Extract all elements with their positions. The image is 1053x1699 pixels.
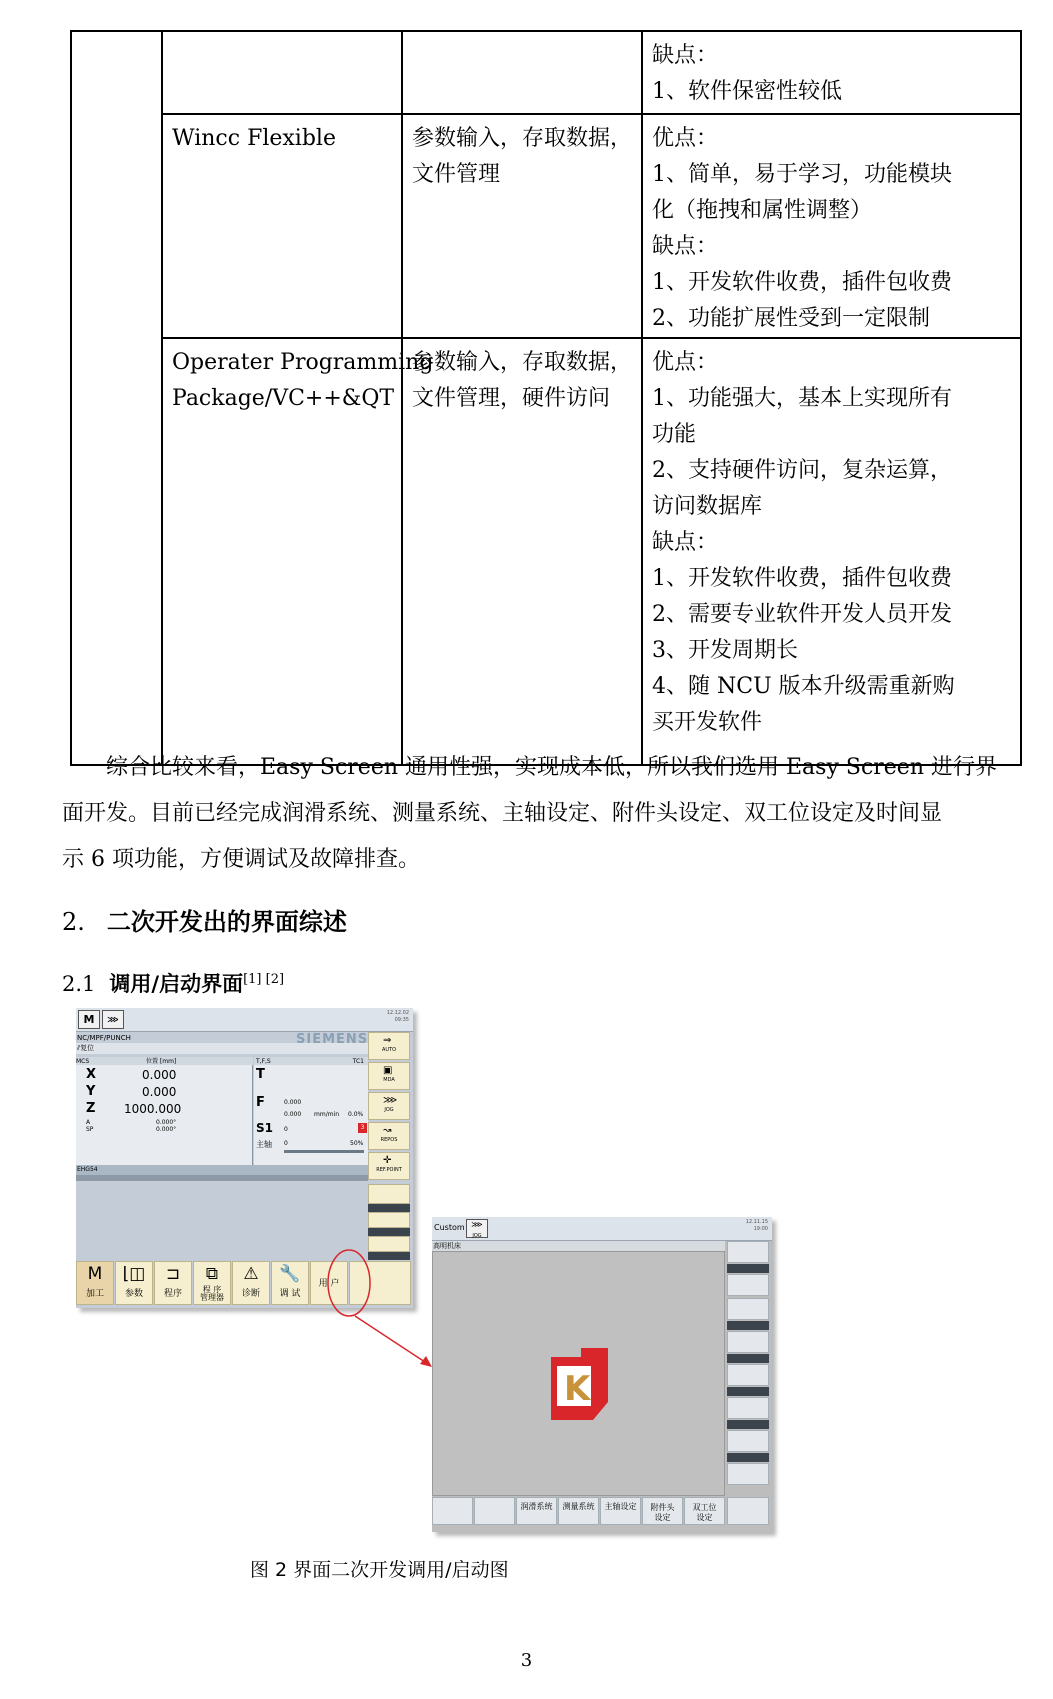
axis-a-label: A [86,1119,91,1126]
cell-text: 文件管理 [412,162,501,187]
softkey-diagnosis[interactable] [232,1261,270,1305]
table-cell-tool [162,31,402,114]
cell-text: 1、功能强大，基本上实现所有 [652,386,952,411]
section-number: 2. [62,908,85,936]
mda-icon: ▣ [383,1065,393,1076]
custom-time: 19:00 [753,1226,768,1232]
custom-softkey[interactable] [727,1463,769,1485]
cell-text: 优点： [652,126,719,151]
program-manager-icon: ⧉ [205,1264,219,1284]
cell-text: 访问数据库 [652,494,763,519]
cell-text: 2、需要专业软件开发人员开发 [652,602,952,627]
hmi-status-bar: EHG54 [76,1165,368,1175]
softkey-machining[interactable] [76,1261,114,1305]
softkey-label: 诊断 [241,1289,260,1299]
cell-text: 3、开发周期长 [652,638,798,663]
hmi-top-bar [76,1008,413,1032]
custom-bottom-softkey-blank[interactable] [727,1497,769,1525]
body-paragraph [62,745,1020,883]
softkey-spindle-setting[interactable]: 主轴设定 [600,1497,641,1525]
page-number: 3 [520,1650,533,1671]
table-row [71,338,1021,765]
softkey-mda[interactable] [368,1062,410,1090]
softkey-auto[interactable] [368,1032,410,1060]
custom-mode-label: Custom [434,1223,465,1232]
axis-y-value: 0.000 [142,1085,177,1099]
cell-text: 2、功能扩展性受到一定限制 [652,306,930,331]
custom-softkey[interactable] [727,1430,769,1452]
custom-date: 12.11.15 [745,1219,768,1225]
axis-sp-label: SP [86,1126,94,1133]
paragraph-line: 综合比较来看，Easy Screen 通用性强，实现成本低，所以我们选用 Easy Screen 进行界 [106,755,997,780]
softkey-jog[interactable] [368,1092,410,1120]
softkey-label: 参数 [124,1289,143,1299]
softkey-program-manager[interactable] [193,1261,231,1305]
cell-text: 1、开发软件收费，插件包收费 [652,270,952,295]
spindle-load: 0 [284,1140,288,1147]
softkey-label: 用 户 [318,1279,340,1289]
jog-icon: ⋙ [383,1095,398,1106]
subsection-heading [62,968,284,998]
mcs-label: MCS [76,1058,90,1065]
logo-letter: K [564,1369,591,1409]
feed-value-actual: 0.000 [284,1111,302,1118]
spindle-speed: 0 [284,1126,288,1133]
tfs-panel [254,1065,368,1165]
tool-label: T [256,1067,265,1082]
softkey-parameter[interactable] [115,1261,153,1305]
cell-text: 参数输入，存取数据， [412,126,633,151]
softkey-repos[interactable] [368,1122,410,1150]
hmi-datetime [387,1010,409,1024]
softkey-label: MDA [383,1077,395,1083]
feed-label: F [256,1095,265,1110]
table-cell-function [402,31,642,114]
cell-text: Package/VC++&QT [172,386,395,411]
custom-top-bar [432,1217,772,1241]
cell-text: 缺点： [652,234,719,259]
jog-mode-icon [466,1219,488,1238]
diagnosis-icon: ⚠ [243,1264,259,1284]
cell-text: 1、软件保密性较低 [652,79,842,104]
custom-datetime [746,1219,768,1233]
axis-y-label: Y [86,1084,96,1099]
comparison-table [70,30,1022,766]
machine-icon: M [87,1264,103,1284]
hmi-date: 12.12.02 [386,1010,409,1016]
table-cell-evaluation [642,114,1021,338]
spindle-override: 50% [350,1140,364,1147]
subsection-title: 调用/启动界面 [109,972,244,996]
softkey-label: 程序 [163,1289,182,1299]
position-panel [76,1065,253,1165]
softkey-separator [727,1264,769,1273]
softkey-lubrication-system[interactable]: 润滑系统 [516,1497,557,1525]
softkey-refpoint[interactable] [368,1152,410,1180]
paragraph-line: 示 6 项功能，方便调试及故障排查。 [62,847,420,872]
jog-icon: ⋙ [471,1220,483,1229]
reset-label: 复位 [80,1044,95,1052]
spindle-label: S1 [256,1121,273,1135]
softkey-accessory-head-setting[interactable]: 附件头 设定 [642,1497,683,1525]
softkey-separator [727,1321,769,1330]
tc-label: TC1 [352,1058,364,1065]
spindle-name: 主轴 [256,1140,272,1149]
cell-text: 4、随 NCU 版本升级需重新购 [652,674,955,699]
auto-icon: ⇒ [383,1035,392,1046]
position-unit-label: 位置 [mm] [146,1058,177,1065]
section-heading [62,902,347,937]
softkey-label: 调 试 [279,1289,301,1299]
table-cell-function [402,338,642,765]
cell-text: 缺点： [652,43,719,68]
softkey-measurement-system[interactable]: 测量系统 [558,1497,599,1525]
softkey-blank[interactable] [349,1261,411,1305]
softkey-label: AUTO [381,1047,397,1053]
custom-softkey[interactable] [727,1364,769,1386]
feed-override: 0.0% [348,1111,364,1118]
axis-x-label: X [86,1067,97,1082]
hmi-divider [76,1175,368,1181]
feed-value: 0.000 [284,1099,302,1106]
softkey-label: 加工 [85,1289,104,1299]
softkey-separator [727,1453,769,1462]
axis-z-label: Z [86,1101,96,1116]
custom-softkey[interactable] [727,1274,769,1296]
table-row [71,31,1021,114]
section-title: 二次开发出的界面综述 [106,908,347,936]
cell-text: 文件管理，硬件访问 [412,386,611,411]
softkey-label: REPOS [380,1137,398,1143]
cell-text: 功能 [652,422,697,447]
axis-z-value: 1000.000 [124,1102,182,1116]
citation-refs: [1] [2] [243,972,285,987]
table-row [71,114,1021,338]
siemens-hmi-screenshot [76,1008,413,1308]
tfs-label: T,F,S [256,1058,271,1065]
axis-x-value: 0.000 [142,1068,177,1082]
softkey-label: REF.POINT [376,1167,402,1173]
softkey-separator [368,1204,410,1212]
table-cell-evaluation [642,31,1021,114]
table-cell-blank [71,31,162,765]
softkey-user[interactable] [310,1261,348,1305]
table-cell-evaluation [642,338,1021,765]
machine-icon: M [78,1010,100,1029]
custom-screen-title: 高明机床 [432,1241,725,1251]
softkey-separator [727,1387,769,1396]
softkey-separator [727,1354,769,1363]
softkey-commissioning[interactable] [271,1261,309,1305]
annotation-arrow-line [355,1316,428,1364]
table-cell-tool [162,114,402,338]
cell-text: 2、支持硬件访问，复杂运算， [652,458,952,483]
softkey-separator [368,1228,410,1236]
softkey-label: 程 序 管理器 [200,1285,224,1302]
cell-text: 1、开发软件收费，插件包收费 [652,566,952,591]
repos-icon: ↝ [383,1125,392,1136]
cell-text: 参数输入，存取数据， [412,350,633,375]
softkey-label: JOG [384,1107,394,1113]
custom-screen-screenshot [432,1217,772,1532]
spindle-load-bar [284,1150,364,1153]
siemens-logo: SIEMENS [296,1032,369,1047]
reset-icon: ⫽ [77,1044,81,1052]
program-path: NC/MPF/PUNCH [77,1034,131,1042]
custom-bottom-softkey-blank[interactable] [432,1497,473,1525]
softkey-dual-station-setting[interactable]: 双工位 设定 [684,1497,725,1525]
softkey-separator [368,1252,410,1260]
softkey-separator [727,1420,769,1429]
custom-main-area [432,1251,725,1496]
company-logo [433,1252,726,1497]
annotation-arrow-head [420,1356,432,1367]
cell-text: 缺点： [652,530,719,555]
cell-text: 化（拖拽和属性调整） [652,198,873,223]
axis-a-value: 0.000° [156,1119,177,1126]
softkey-program[interactable] [154,1261,192,1305]
refpoint-icon: ✛ [383,1155,392,1166]
wrench-icon: 🔧 [279,1264,301,1284]
subsection-number: 2.1 [62,972,96,996]
figure-caption: 图 2 界面二次开发调用/启动图 [250,1559,509,1581]
custom-softkey[interactable] [727,1241,769,1263]
jog-mode-label: JOG [472,1233,482,1239]
table-cell-tool [162,338,434,765]
softkey-blank[interactable] [368,1184,410,1204]
table-cell-function [402,114,642,338]
custom-bottom-softkey-blank[interactable] [474,1497,515,1525]
jog-icon: ⋙ [102,1010,124,1029]
program-icon: ⊐ [165,1264,181,1284]
custom-softkey[interactable] [727,1397,769,1419]
feed-unit: mm/min [314,1111,340,1118]
custom-softkey[interactable] [727,1298,769,1320]
parameter-icon: ⌊◫ [122,1264,146,1284]
spindle-flag: 3 [358,1123,367,1133]
custom-softkey[interactable] [727,1331,769,1353]
hmi-time: 09:35 [394,1017,409,1023]
cell-text: 1、简单，易于学习，功能模块 [652,162,952,187]
paragraph-line: 面开发。目前已经完成润滑系统、测量系统、主轴设定、附件头设定、双工位设定及时间显 [62,801,943,826]
cell-text: 买开发软件 [652,710,763,735]
softkey-blank[interactable] [368,1236,410,1252]
axis-sp-value: 0.000° [156,1126,177,1133]
cell-text: Wincc Flexible [172,126,336,151]
softkey-blank[interactable] [368,1212,410,1228]
cell-text: 优点： [652,350,719,375]
cell-text: Operater Programming [172,350,434,375]
